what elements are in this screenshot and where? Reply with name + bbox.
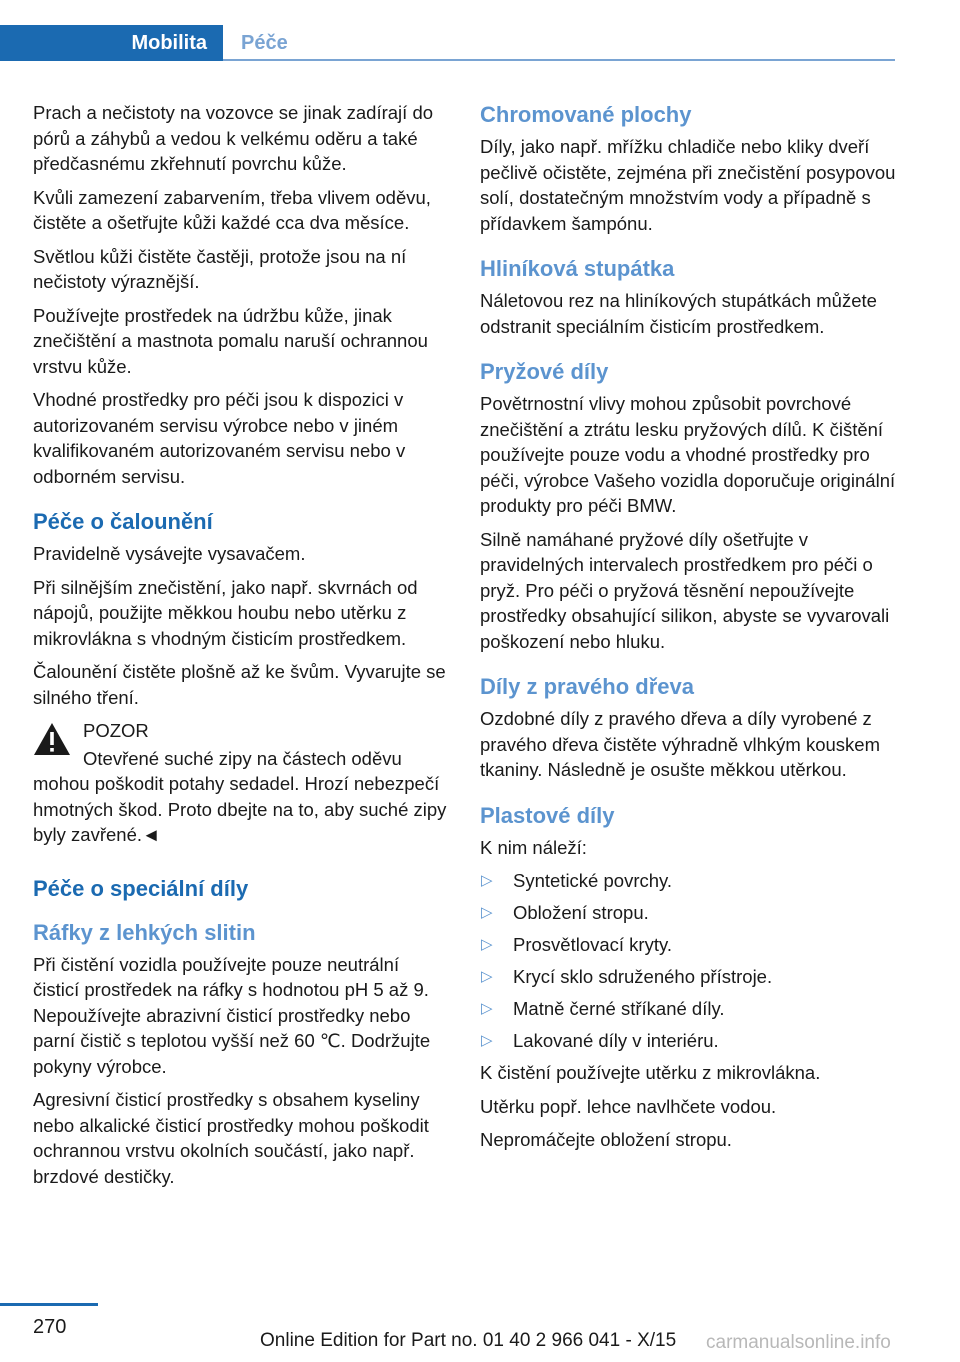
warning-triangle-icon [33, 722, 71, 756]
bullet-triangle-icon: ▷ [481, 936, 493, 953]
left-column [33, 100, 449, 1197]
paragraph: Silně namáhané pryžové díly ošetřujte v pravidelných intervalech prostředkem pro péči o pryž. Pro péči o pryžová těsnění nepoužívejte prostředky obsahující silikon, abyste se vyvarovali poškození nebo hluku. [480, 528, 890, 652]
bullet-triangle-icon: ▷ [481, 968, 493, 985]
list-item: ▷ Syntetické povrchy. [480, 868, 896, 894]
paragraph: Pravidelně vysávejte vysavačem. [33, 543, 306, 564]
paragraph: Ozdobné díly z pravého dřeva a díly vyrobené z pravého dřeva čistěte výhradně vlhkým kouskem tkaniny. Následně je osušte měkkou utěrkou. [480, 708, 880, 780]
paragraph: Nepromáčejte obložení stropu. [480, 1129, 732, 1150]
list-item: ▷ Obložení stropu. [480, 900, 896, 926]
list-item: ▷ Matně černé stříkané díly. [480, 996, 896, 1022]
heading-plastic-parts: Plastové díly [480, 802, 615, 828]
paragraph: Povětrnostní vlivy mohou způsobit povrchové znečištění a ztrátu lesku pryžových dílů. K čištění používejte pouze vodu a vhodné prostředky pro péči, výrobce Vašeho vozidla doporučuje originální produkty pro péči BMW. [480, 393, 896, 516]
paragraph: Utěrku popř. lehce navlhčete vodou. [480, 1095, 777, 1117]
list-item: ▷ Prosvětlovací kryty. [480, 932, 896, 958]
bullet-triangle-icon: ▷ [481, 872, 493, 889]
paragraph: Světlou kůži čistěte častěji, protože jsou na ní nečistoty výraznější. [33, 245, 407, 292]
plastic-parts-list [480, 868, 896, 1054]
watermark: carmanualsonline.info [706, 1332, 891, 1353]
list-item: ▷ Krycí sklo sdruženého přístroje. [480, 964, 896, 990]
heading-rubber-parts: Pryžové díly [480, 359, 609, 384]
heading-wood-parts: Díly z pravého dřeva [480, 674, 694, 699]
heading-chrome-surfaces: Chromované plochy [480, 102, 692, 127]
footer-edition: Online Edition for Part no. 01 40 2 966 041 - X/15 [260, 1330, 677, 1351]
chapter-tabbar [0, 25, 895, 61]
paragraph: Vhodné prostředky pro péči jsou k dispozici v autorizovaném servisu výrobce nebo v jiném kvalifikovaném autorizovaném servisu nebo v odborném servisu. [33, 389, 406, 487]
paragraph: Používejte prostředek na údržbu kůže, jinak znečištění a mastnota pomalu naruší ochrannou vrstvu kůže. [33, 304, 428, 377]
paragraph: K nim náleží: [480, 836, 587, 858]
warning-text: mohou poškodit potahy sedadel. Hrozí nebezpečí hmotných škod. Proto dbejte na to, aby suché zipy byly zavřené.◄ [33, 773, 447, 845]
paragraph: Při silnějším znečistění, jako např. skvrnách od nápojů, použijte měkkou houbu nebo utěrku z mikrovlákna s vhodným čisticím prostředkem. [33, 576, 418, 649]
bullet-triangle-icon: ▷ [481, 1000, 493, 1017]
warning-title: POZOR [83, 720, 149, 741]
list-item: ▷ Lakované díly v interiéru. [480, 1028, 896, 1054]
warning-box [33, 718, 449, 848]
bullet-triangle-icon: ▷ [481, 1032, 493, 1049]
heading-aluminium-sills: Hliníková stupátka [480, 256, 675, 281]
bullet-triangle-icon: ▷ [481, 904, 493, 921]
paragraph: Prach a nečistoty na vozovce se jinak zadírají do pórů a záhybů a vedou k velkému oděru a také předčasnému zkřehnutí povrchu kůže. [33, 102, 434, 174]
heading-alloy-rims: Ráfky z lehkých slitin [33, 919, 256, 945]
tab-pece[interactable]: Péče [223, 25, 895, 61]
heading-upholstery-care: Péče o čalounění [33, 509, 213, 534]
right-column [480, 100, 896, 1161]
page-number: 270 [33, 1316, 67, 1338]
warning-text-first: Otevřené suché zipy na částech oděvu [83, 747, 402, 769]
paragraph: Čalounění čistěte plošně až ke švům. Vyvarujte se silného tření. [33, 661, 446, 708]
paragraph: Agresivní čisticí prostředky s obsahem kyseliny nebo alkalické čisticí prostředky mohou poškodit ochrannou vrstvu okolních součástí, jako např. brzdové destičky. [33, 1089, 429, 1187]
paragraph: Při čistění vozidla používejte pouze neutrální čisticí prostředek na ráfky s hodnotou pH 5 až 9. Nepoužívejte abrazivní čisticí prostředky nebo parní čistič s teplotou vyšší než 60 ℃. Dodržujte pokyny výrobce. [33, 953, 431, 1077]
paragraph: Kvůli zamezení zabarvením, třeba vlivem oděvu, čistěte a ošetřujte kůži každé cca dva měsíce. [33, 186, 431, 233]
paragraph: Díly, jako např. mřížku chladiče nebo kliky dveří pečlivě očistěte, zejména při znečistění posypovou solí, dostatečným množstvím vody a případně s přídavkem šampónu. [480, 136, 896, 234]
tab-mobilita[interactable]: Mobilita [0, 25, 223, 61]
heading-special-parts-care: Péče o speciální díly [33, 875, 249, 901]
paragraph: K čistění používejte utěrku z mikrovlákna. [480, 1062, 821, 1083]
paragraph: Náletovou rez na hliníkových stupátkách můžete odstranit speciálním čisticím prostředkem. [480, 290, 877, 337]
page-number-rule [0, 1303, 98, 1306]
